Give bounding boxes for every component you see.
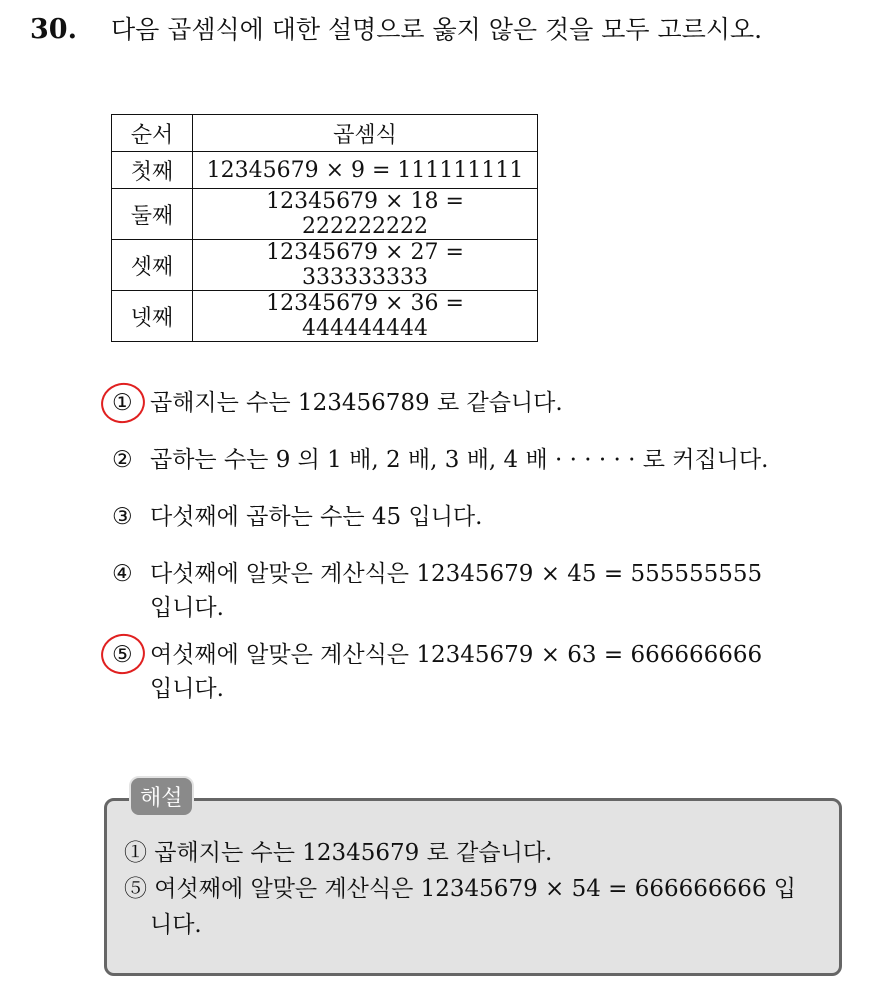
option-continuation: 입니다. xyxy=(150,676,224,702)
option-text: 곱해지는 수는 123456789 로 같습니다. xyxy=(150,390,563,416)
question-text: 다음 곱셈식에 대한 설명으로 옳지 않은 것을 모두 고르시오. xyxy=(110,15,763,44)
table-header-order: 순서 xyxy=(112,115,193,152)
multiplication-table xyxy=(111,114,538,342)
table-header-row xyxy=(112,115,538,152)
option-3[interactable] xyxy=(112,500,482,534)
question-number: 30. xyxy=(30,14,77,45)
option-number: ⑤ xyxy=(112,642,133,668)
option-4[interactable] xyxy=(112,557,762,625)
option-2[interactable] xyxy=(112,443,768,477)
table-cell-order: 첫째 xyxy=(112,152,193,189)
table-cell-order: 넷째 xyxy=(112,291,193,342)
table-cell-order: 셋째 xyxy=(112,240,193,291)
solution-line: ① 곱해지는 수는 12345679 로 같습니다. xyxy=(124,840,553,866)
question-header xyxy=(30,10,762,46)
solution-line: ⑤ 여섯째에 알맞은 계산식은 12345679 × 54 = 666666666 입 xyxy=(124,876,796,902)
table-row xyxy=(112,291,538,342)
option-1[interactable] xyxy=(112,386,563,420)
table-row xyxy=(112,189,538,240)
table-cell-expression: 12345679 × 18 = 222222222 xyxy=(193,189,538,240)
table-cell-expression: 12345679 × 36 = 444444444 xyxy=(193,291,538,342)
option-text: 곱하는 수는 9 의 1 배, 2 배, 3 배, 4 배 · · · · · · 로 커집니다. xyxy=(150,447,769,473)
option-number: ③ xyxy=(112,504,133,530)
table-row xyxy=(112,152,538,189)
option-text: 다섯째에 곱하는 수는 45 입니다. xyxy=(150,504,483,530)
table-cell-order: 둘째 xyxy=(112,189,193,240)
option-number: ④ xyxy=(112,561,133,587)
option-text: 다섯째에 알맞은 계산식은 12345679 × 45 = 555555555 xyxy=(150,561,763,587)
option-number: ① xyxy=(112,390,133,416)
solution-tag: 해설 xyxy=(129,776,194,817)
option-text: 여섯째에 알맞은 계산식은 12345679 × 63 = 666666666 xyxy=(150,642,763,668)
table-cell-expression: 12345679 × 27 = 333333333 xyxy=(193,240,538,291)
solution-line: 니다. xyxy=(150,912,202,938)
table-header-expression: 곱셈식 xyxy=(193,115,538,152)
option-number: ② xyxy=(112,447,133,473)
table-cell-expression: 12345679 × 9 = 111111111 xyxy=(193,152,538,189)
option-5[interactable] xyxy=(112,638,762,706)
option-continuation: 입니다. xyxy=(150,595,224,621)
table-row xyxy=(112,240,538,291)
